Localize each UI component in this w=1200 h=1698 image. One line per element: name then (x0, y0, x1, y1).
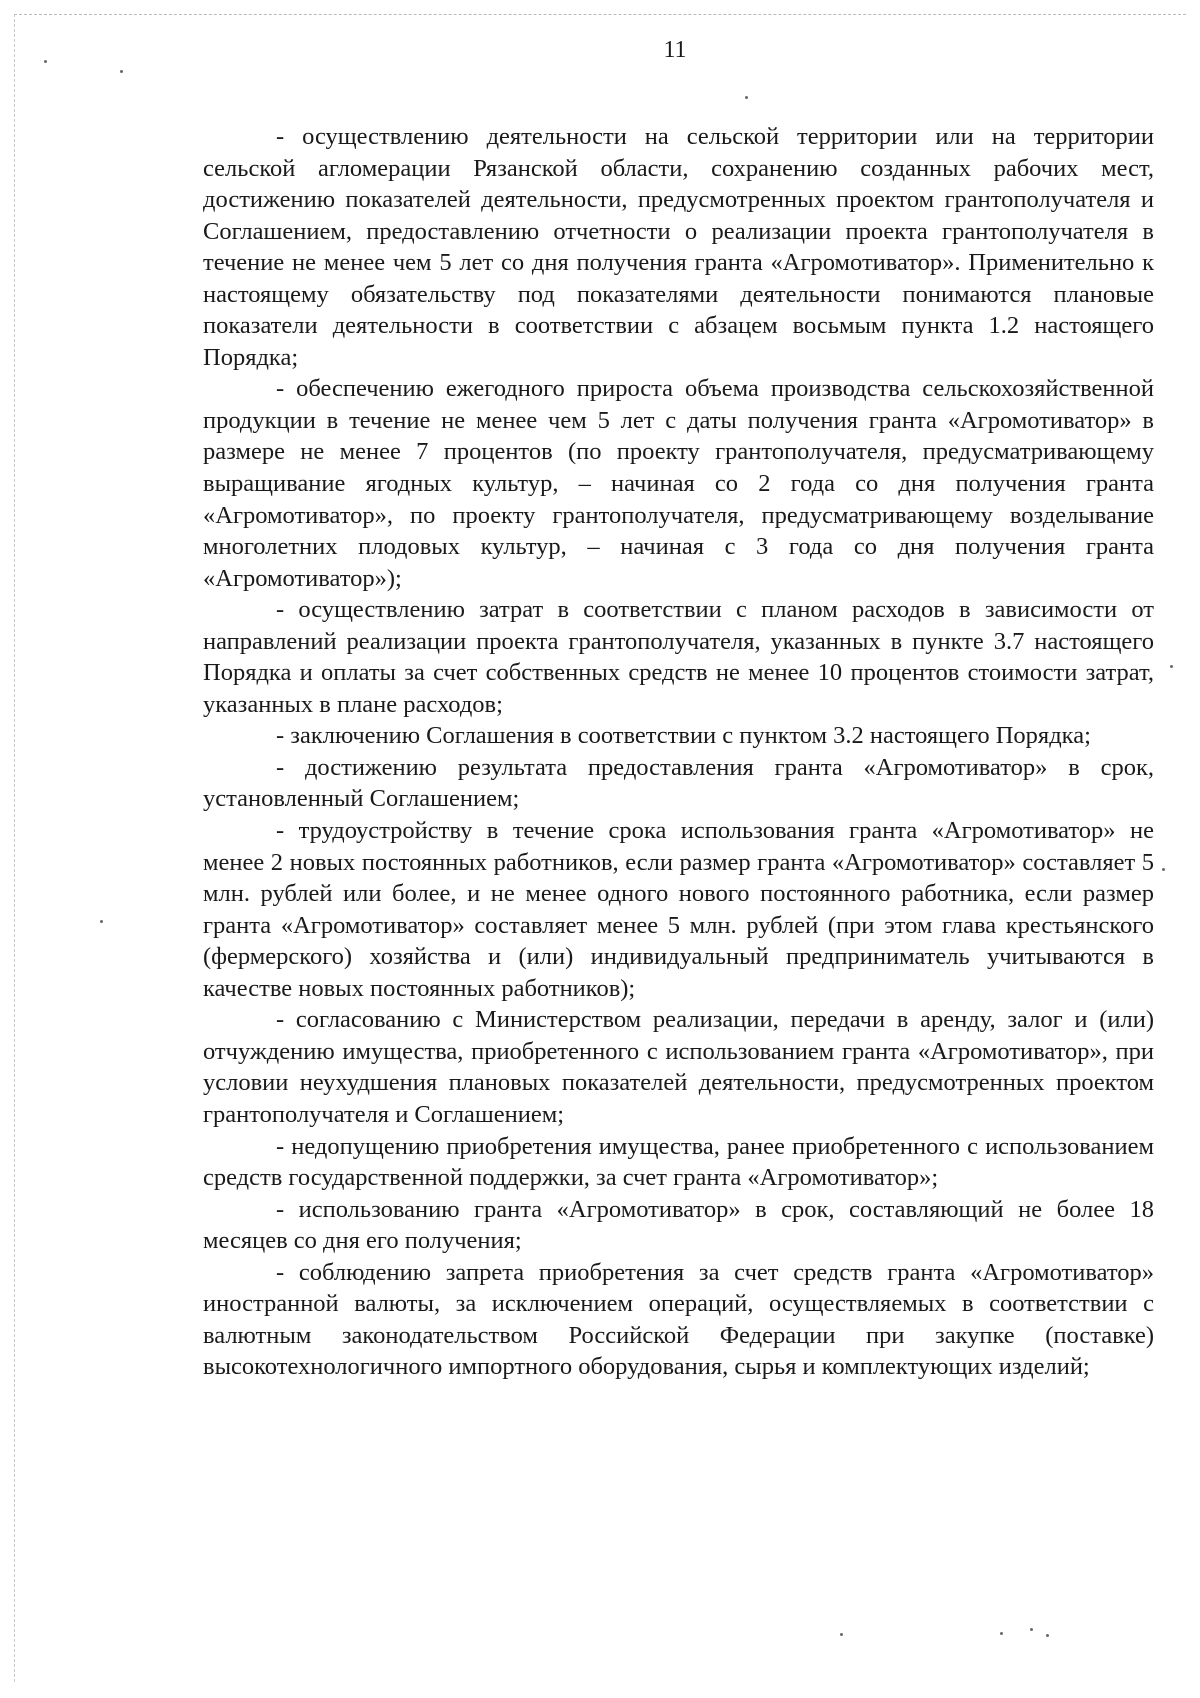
scan-speck (1046, 1634, 1049, 1637)
scan-speck (745, 96, 748, 99)
scan-speck (1000, 1632, 1003, 1635)
scan-speck (120, 70, 123, 73)
paragraph-obligation-usage-term: - использованию гранта «Агромотиватор» в срок, составляющий не более 18 месяцев со дня его получения; (203, 1195, 1154, 1255)
paragraph-obligation-territory: - осуществлению деятельности на сельской территории или на территории сельской агломерации Рязанской области, сохранению созданных рабочих мест, достижению показателей деятельности, предусмотренных проектом грантополучателя и Соглашением, предоставлению отчетности о реализации проекта грантополучателя в течение не менее чем 5 лет со дня получения гранта «Агромотиватор». Применительно к настоящему обязательству под показателями деятельности понимаются плановые показатели деятельности в соответствии с абзацем восьмым пункта 1.2 настоящего Порядка; (203, 123, 1154, 371)
scan-speck (1162, 868, 1165, 871)
paragraph-obligation-expenses: - осуществлению затрат в соответствии с планом расходов в зависимости от направлений реализации проекта грантополучателя, указанных в пункте 3.7 настоящего Порядка и оплаты за счет собственных средств не менее 10 процентов стоимости затрат, указанных в плане расходов; (203, 596, 1154, 718)
scan-speck (44, 60, 47, 63)
paragraph-obligation-production-growth: - обеспечению ежегодного прироста объема производства сельскохозяйственной продукции в течение не менее чем 5 лет с даты получения гранта «Агромотиватор» в размере не менее 7 процентов (по проекту грантополучателя, предусматривающему выращивание ягодных культур, – начиная со 2 года со дня получения гранта «Агромотиватор», по проекту грантополучателя, предусматривающему возделывание многолетних плодовых культур, – начиная с 3 года со дня получения гранта «Агромотиватор»); (203, 375, 1154, 592)
page-number: 11 (663, 37, 687, 63)
scan-speck (840, 1633, 843, 1636)
paragraph-obligation-result: - достижению результата предоставления гранта «Агромотиватор» в срок, установленный Соглашением; (203, 753, 1154, 813)
paragraph-obligation-property-approval: - согласованию с Министерством реализации, передачи в аренду, залог и (или) отчуждению имущества, приобретенного с использованием гранта «Агромотиватор», при условии неухудшения плановых показателей деятельности, предусмотренных проектом грантополучателя и Соглашением; (203, 1006, 1154, 1128)
scan-speck (1170, 665, 1173, 668)
paragraph-obligation-currency-ban: - соблюдению запрета приобретения за счет средств гранта «Агромотиватор» иностранной валюты, за исключением операций, осуществляемых в соответствии с валютным законодательством Российской Федерации при закупке (поставке) высокотехнологичного импортного оборудования, сырья и комплектующих изделий; (203, 1258, 1154, 1381)
scan-speck (1030, 1628, 1033, 1631)
paragraph-obligation-agreement: - заключению Соглашения в соответствии с пунктом 3.2 настоящего Порядка; (276, 722, 1091, 750)
paragraph-obligation-employment: - трудоустройству в течение срока использования гранта «Агромотиватор» не менее 2 новых постоянных работников, если размер гранта «Агромотиватор» составляет 5 млн. рублей или более, и не менее одного нового постоянного работника, если размер гранта «Агромотиватор» составляет менее 5 млн. рублей (при этом глава крестьянского (фермерского) хозяйства и (или) индивидуальный предприниматель учитываются в качестве новых постоянных работников); (203, 817, 1154, 1002)
paragraph-obligation-no-state-property: - недопущению приобретения имущества, ранее приобретенного с использованием средств государственной поддержки, за счет гранта «Агромотиватор»; (203, 1132, 1154, 1192)
scan-speck (100, 920, 103, 923)
document-body (203, 121, 1154, 1383)
